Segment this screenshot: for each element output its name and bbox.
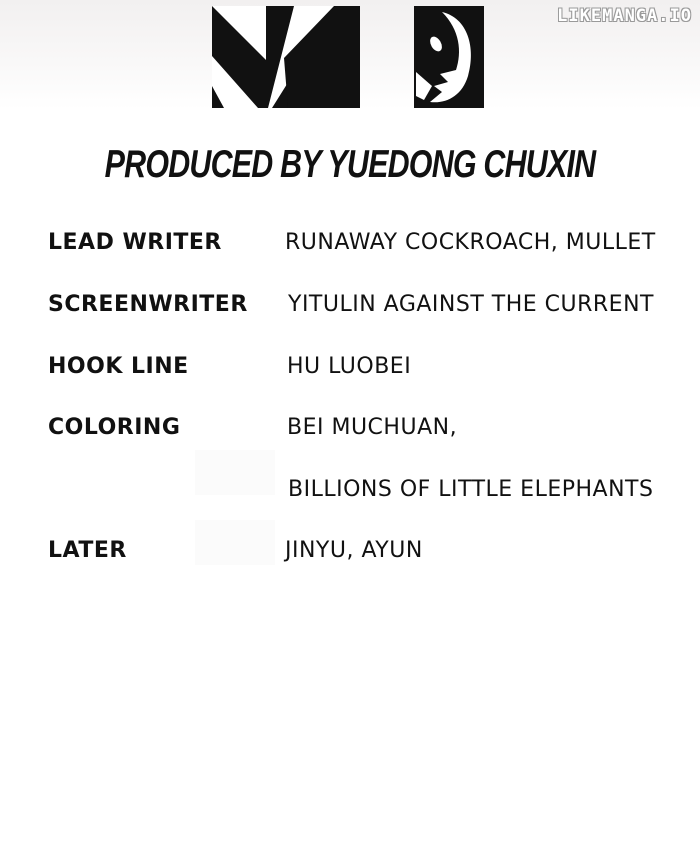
credit-label-later: LATER: [48, 538, 127, 563]
site-watermark: LIKEMANGA.IO: [557, 6, 692, 26]
credit-value-hook-line: HU LUOBEI: [287, 354, 412, 379]
background-smudge: [195, 450, 275, 495]
producer-heading: PRODUCED BY YUEDONG CHUXIN: [104, 143, 596, 186]
credit-value-later: JINYU, AYUN: [285, 538, 423, 563]
credit-label-lead-writer: LEAD WRITER: [48, 230, 222, 255]
credit-value-lead-writer: RUNAWAY COCKROACH, MULLET: [285, 230, 656, 255]
credit-value-coloring: BEI MUCHUAN,: [287, 415, 458, 440]
credit-label-hook-line: HOOK LINE: [48, 354, 189, 379]
credit-label-screenwriter: SCREENWRITER: [48, 292, 248, 317]
credit-value-screenwriter: YITULIN AGAINST THE CURRENT: [288, 292, 654, 317]
credit-value-coloring-continued: BILLIONS OF LITTLE ELEPHANTS: [288, 477, 654, 502]
credit-label-coloring: COLORING: [48, 415, 181, 440]
studio-logo-icon: [210, 4, 486, 110]
background-smudge: [195, 520, 275, 565]
